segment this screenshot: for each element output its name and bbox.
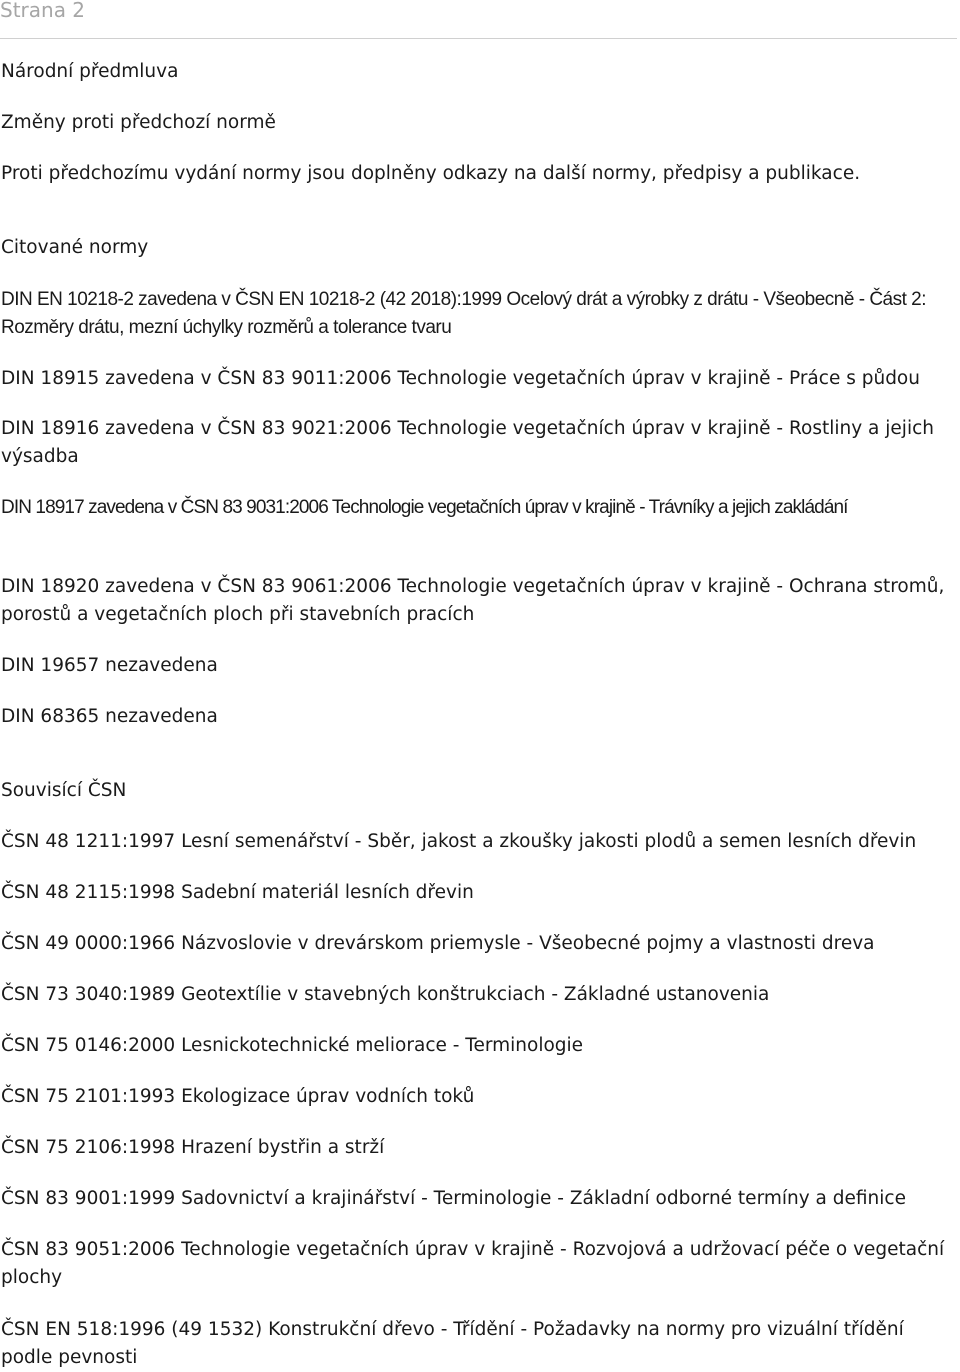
related-norm-item: ČSN 49 0000:1966 Názvoslovie v drevárskom priemysle - Všeobecné pojmy a vlastnosti dreva (1, 933, 875, 954)
cited-norms-heading: Citované normy (1, 237, 149, 258)
related-norm-item: ČSN 73 3040:1989 Geotextílie v stavebných konštrukciach - Základné ustanovenia (1, 984, 770, 1005)
related-norm-item: ČSN 75 0146:2000 Lesnickotechnické meliorace - Terminologie (1, 1035, 584, 1056)
cited-norm-item: DIN 68365 nezavedena (1, 706, 218, 727)
cited-norm-item: DIN EN 10218-2 zavedena v ČSN EN 10218-2 (42 2018):1999 Ocelový drát a výrobky z drátu - Všeobecně - Část 2: Rozměry drátu, mezní úchylky rozměrů a tolerance tvaru (1, 289, 927, 338)
cited-norm-item: DIN 18917 zavedena v ČSN 83 9031:2006 Technologie vegetačních úprav v krajině - Trávníky a jejich zakládání (1, 497, 848, 518)
related-norm-item: ČSN EN 518:1996 (49 1532) Konstrukční dřevo - Třídění - Požadavky na normy pro vizuální třídění podle pevnosti (1, 1319, 904, 1368)
related-norm-item: ČSN 48 1211:1997 Lesní semenářství - Sběr, jakost a zkoušky jakosti plodů a semen lesních dřevin (1, 831, 917, 852)
header-divider (0, 38, 957, 39)
cited-norm-item: DIN 18920 zavedena v ČSN 83 9061:2006 Technologie vegetačních úprav v krajině - Ochrana stromů, porostů a vegetačních ploch při stavebních pracích (1, 576, 945, 625)
related-norm-item: ČSN 75 2101:1993 Ekologizace úprav vodních toků (1, 1086, 475, 1107)
changes-text: Proti předchozímu vydání normy jsou doplněny odkazy na další normy, předpisy a publikace. (1, 163, 861, 184)
page-header (0, 0, 960, 40)
cited-norm-item: DIN 18916 zavedena v ČSN 83 9021:2006 Technologie vegetačních úprav v krajině - Rostliny a jejich výsadba (1, 418, 934, 467)
related-norm-item: ČSN 48 2115:1998 Sadební materiál lesních dřevin (1, 882, 474, 903)
changes-heading: Změny proti předchozí normě (1, 112, 276, 133)
related-norm-item: ČSN 75 2106:1998 Hrazení bystřin a strží (1, 1137, 385, 1158)
foreword-heading: Národní předmluva (1, 61, 179, 82)
cited-norm-item: DIN 18915 zavedena v ČSN 83 9011:2006 Technologie vegetačních úprav v krajině - Práce s půdou (1, 368, 920, 389)
related-norm-item: ČSN 83 9051:2006 Technologie vegetačních úprav v krajině - Rozvojová a udržovací péče o vegetační plochy (1, 1239, 945, 1288)
cited-norm-item: DIN 19657 nezavedena (1, 655, 218, 676)
related-norm-item: ČSN 83 9001:1999 Sadovnictví a krajinářství - Terminologie - Základní odborné termíny a definice (1, 1188, 906, 1209)
related-norms-heading: Souvisící ČSN (1, 780, 127, 801)
page-number-label: Strana 2 (0, 0, 86, 22)
